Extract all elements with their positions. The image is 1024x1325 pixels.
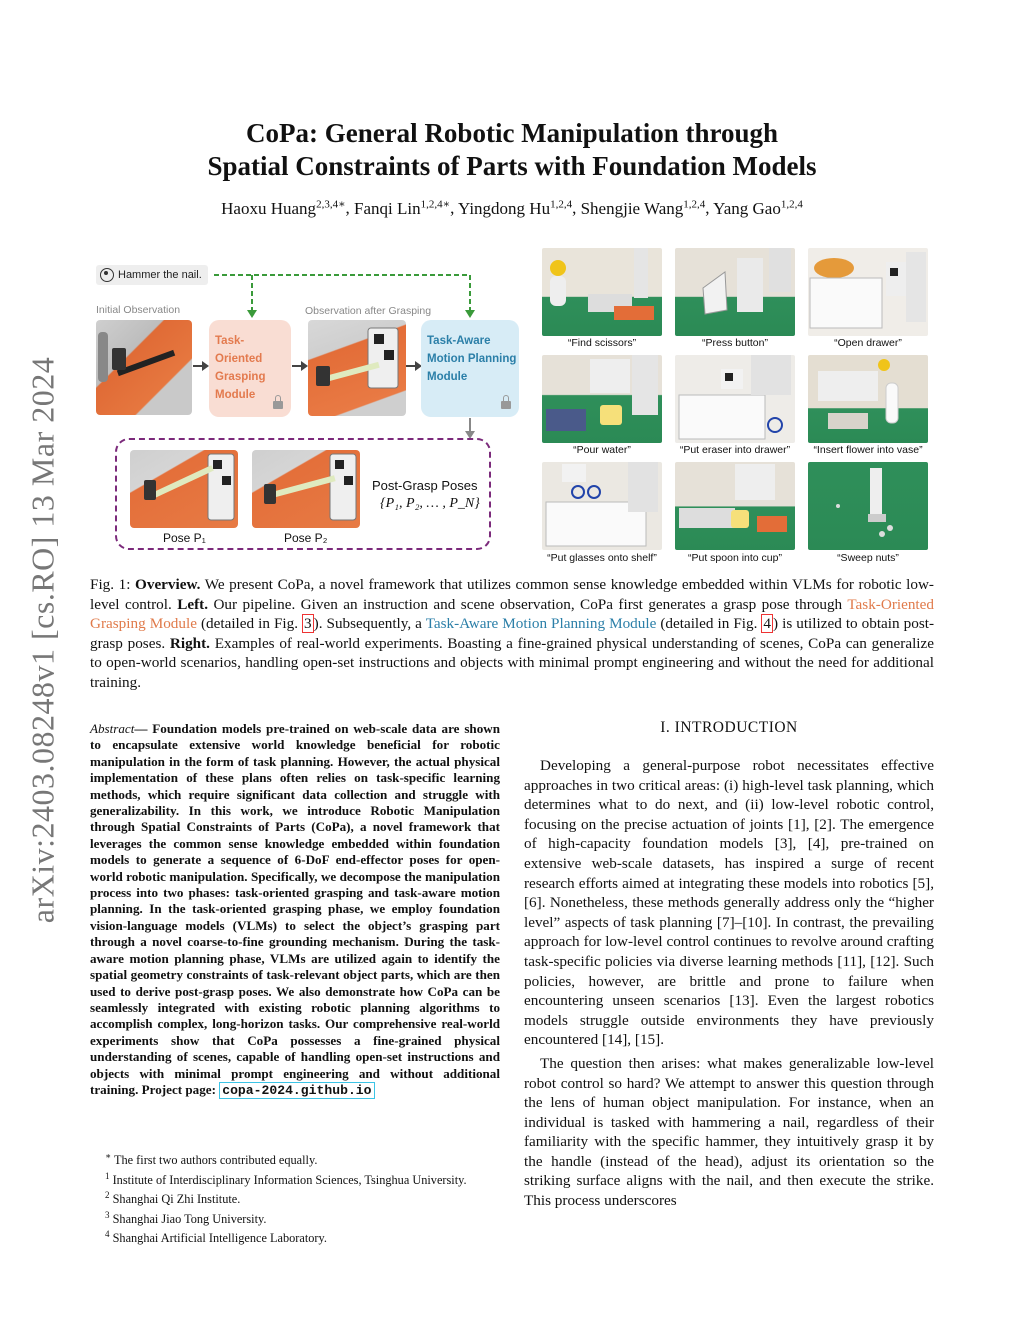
example-caption: “Open drawer” (834, 337, 902, 349)
lock-icon (273, 401, 283, 409)
example-image-pour-water (542, 355, 662, 443)
arrow-right-1 (193, 360, 209, 372)
figure-ref-4[interactable]: 4 (763, 615, 772, 633)
example-caption: “Put spoon into cup” (688, 552, 782, 564)
hammer-icon (96, 320, 192, 415)
motion-planning-module-link[interactable]: Task-Aware Motion Planning Module (425, 615, 657, 633)
footnote: $^2$ Shanghai Qi Zhi Institute. (105, 1190, 241, 1207)
arrow-down (464, 418, 476, 440)
paper-title (90, 117, 934, 183)
example-caption: “Put glasses onto shelf” (547, 552, 657, 564)
grasping-module-link[interactable]: Task-Oriented Grasping Module (90, 595, 934, 633)
example-image-put-eraser (675, 355, 795, 443)
example-caption: “Press button” (702, 337, 768, 349)
pose-2-label: Pose P₂ (284, 531, 328, 545)
example-image-press-button (675, 248, 795, 336)
example-caption: “Pour water” (573, 444, 631, 456)
example-image-open-drawer (808, 248, 928, 336)
post-grasp-title: Post-Grasp Poses (372, 478, 478, 493)
intro-paragraph: The question then arises: what makes generalizable low-level robot control so hard? We attempt to answer this question through the lens of human object manipulation. For instance, when an individual is tasked with hammering a nail, regardless of their familiarity with the specific hammer, they intuitively grasp it by the handle (instead of the head), adjust its orientation so the striking surface aligns with the nail, and then execute the strike. This process underscores (524, 1054, 934, 1210)
footnote: ∗ The first two authors contributed equally. (105, 1151, 318, 1168)
example-image-sweep-nuts (808, 462, 928, 550)
after-grasp-label: Observation after Grasping (305, 305, 432, 317)
author-list: Haoxu Huang$^{2,3,4∗}$, Fanqi Lin$^{1,2,4∗}$, Yingdong Hu$^{1,2,4}$, Shengjie Wang$^{1,2,4}$, Yang Gao$^{1,2,4}$ (221, 198, 803, 218)
pose-1-label: Pose P₁ (163, 531, 206, 545)
author: Yingdong Hu$^{1,2,4}$ (458, 198, 573, 218)
example-image-put-glasses (542, 462, 662, 550)
lock-icon (501, 401, 511, 409)
project-page-link[interactable]: copa-2024.github.io (219, 1082, 374, 1099)
example-caption: “Find scissors” (567, 337, 637, 349)
author: Shengjie Wang$^{1,2,4}$ (580, 198, 706, 218)
figure-ref-3[interactable]: 3 (304, 615, 312, 633)
abstract: Abstract— Foundation models pre-trained on web-scale data are shown to encapsulate extensive world knowledge beneficial for robotic manipulation in the form of task planning. However, the actual physical implementation of these plans often relies on task-specific learning methods, which require significant data collection and struggle with generalizability. In this work, we introduce Robotic Manipulation through Spatial Constraints of Parts (CoPa), a novel framework that leverages the common sense knowledge embedded within foundation models to generate a sequence of 6-DoF end-effector poses for open-world robotic manipulation. Specifically, we decompose the manipulation process into two phases: task-oriented grasping and task-aware motion planning. In the task-oriented grasping phase, we employ foundation vision-language models (VLMs) to select the object’s grasping part through a novel coarse-to-fine grounding mechanism. During the task-aware motion planning phase, VLMs are utilized again to identify the spatial geometry constraints of task-relevant object parts, which are then used to derive post-grasp poses. We also demonstrate how CoPa can be seamlessly integrated with existing robotic planning algorithms to accomplish complex, long-horizon tasks. Our comprehensive real-world experiments show that CoPa possesses a fine-grained physical understanding of scenes, capable of handling open-set instructions and objects with minimal prompt engineering and without additional training. Project page: copa-2024.github.io (90, 721, 500, 1098)
pose-1-image (130, 450, 238, 528)
footnote: $^4$ Shanghai Artificial Intelligence Laboratory. (105, 1229, 327, 1246)
example-caption: “Insert flower into vase” (813, 444, 923, 456)
initial-observation-label: Initial Observation (96, 304, 181, 316)
author: Haoxu Huang$^{2,3,4∗}$ (221, 198, 346, 218)
footnotes (105, 1149, 505, 1247)
arrow-right-2 (292, 360, 308, 372)
intro-paragraph: Developing a general-purpose robot necessitates effective approaches in two critical areas: (i) high-level task planning, which determines what to do next, and (ii) low-level robotic control, focusing on the precise actuation of joints [1], [2]. The emergence of high-capacity foundation models [3], [4], pre-trained on extensive web-scale datasets, has inspired a surge of recent research efforts aimed at integrating these models into robotics [5], [6]. Nonetheless, these methods generally address only the “higher level” aspects of task planning [7]–[10]. In contrast, the prevailing approach for low-level control continues to revolve around crafting task-specific policies via diverse learning methods [11], [12]. Such policies, however, are brittle and prone to failure when encountering unseen scenarios [13]. Even the largest robotics models struggle outside environments they have previously encountered [14], [15]. (524, 757, 934, 1049)
example-caption: “Put eraser into drawer” (679, 444, 791, 456)
example-image-insert-flower (808, 355, 928, 443)
abstract-label: Abstract (90, 721, 135, 736)
example-image-find-scissors (542, 248, 662, 336)
grasping-module-box: Task-Oriented Grasping Module (209, 320, 291, 417)
author: Yang Gao$^{1,2,4}$ (713, 198, 803, 218)
robot-gripper-icon (308, 320, 406, 416)
pose-2-image (252, 450, 360, 528)
example-caption: “Sweep nuts” (837, 552, 899, 564)
arxiv-sidebar (14, 340, 72, 940)
arxiv-id: arXiv:2403.08248v1 [cs.RO] 13 Mar 2024 (24, 356, 61, 924)
introduction-text (524, 756, 934, 1215)
title-line-2: Spatial Constraints of Parts with Foundation Models (207, 151, 817, 181)
initial-observation-image (96, 320, 192, 415)
motion-planning-module-box: Task-Aware Motion Planning Module (421, 320, 519, 417)
section-heading: I. INTRODUCTION (660, 719, 798, 736)
footnote: $^1$ Institute of Interdisciplinary Information Sciences, Tsinghua University. (105, 1170, 467, 1187)
user-icon (100, 268, 114, 282)
title-line-1: CoPa: General Robotic Manipulation through (245, 118, 779, 148)
author: Fanqi Lin$^{1,2,4∗}$ (354, 198, 451, 218)
footnote: $^3$ Shanghai Jiao Tong University. (105, 1209, 267, 1226)
example-image-put-spoon (675, 462, 795, 550)
post-grasp-set: {P₁, P₂, … , P_N} (380, 496, 480, 511)
instruction-bubble: Hammer the nail. (96, 265, 208, 285)
after-grasp-image (308, 320, 406, 416)
arrow-right-3 (406, 360, 422, 372)
figure-caption: Fig. 1: Overview. We present CoPa, a novel framework that utilizes common sense knowledge embedded within VLMs for robotic low-level control. Left. Our pipeline. Given an instruction and scene observation, CoPa first generates a grasp pose through Task-Oriented Grasping Module (detailed in Fig. 3 ). Subsequently, a Task-Aware Motion Planning Module (detailed in Fig. 4 ) is utilized to obtain post-grasp poses. Right. Examples of real-world experiments. Boasting a fine-grained physical understanding of scenes, CoPa can generalize to open-world scenarios, handling open-set instructions and objects with minimal prompt engineering and without the need for additional training. (90, 576, 935, 691)
